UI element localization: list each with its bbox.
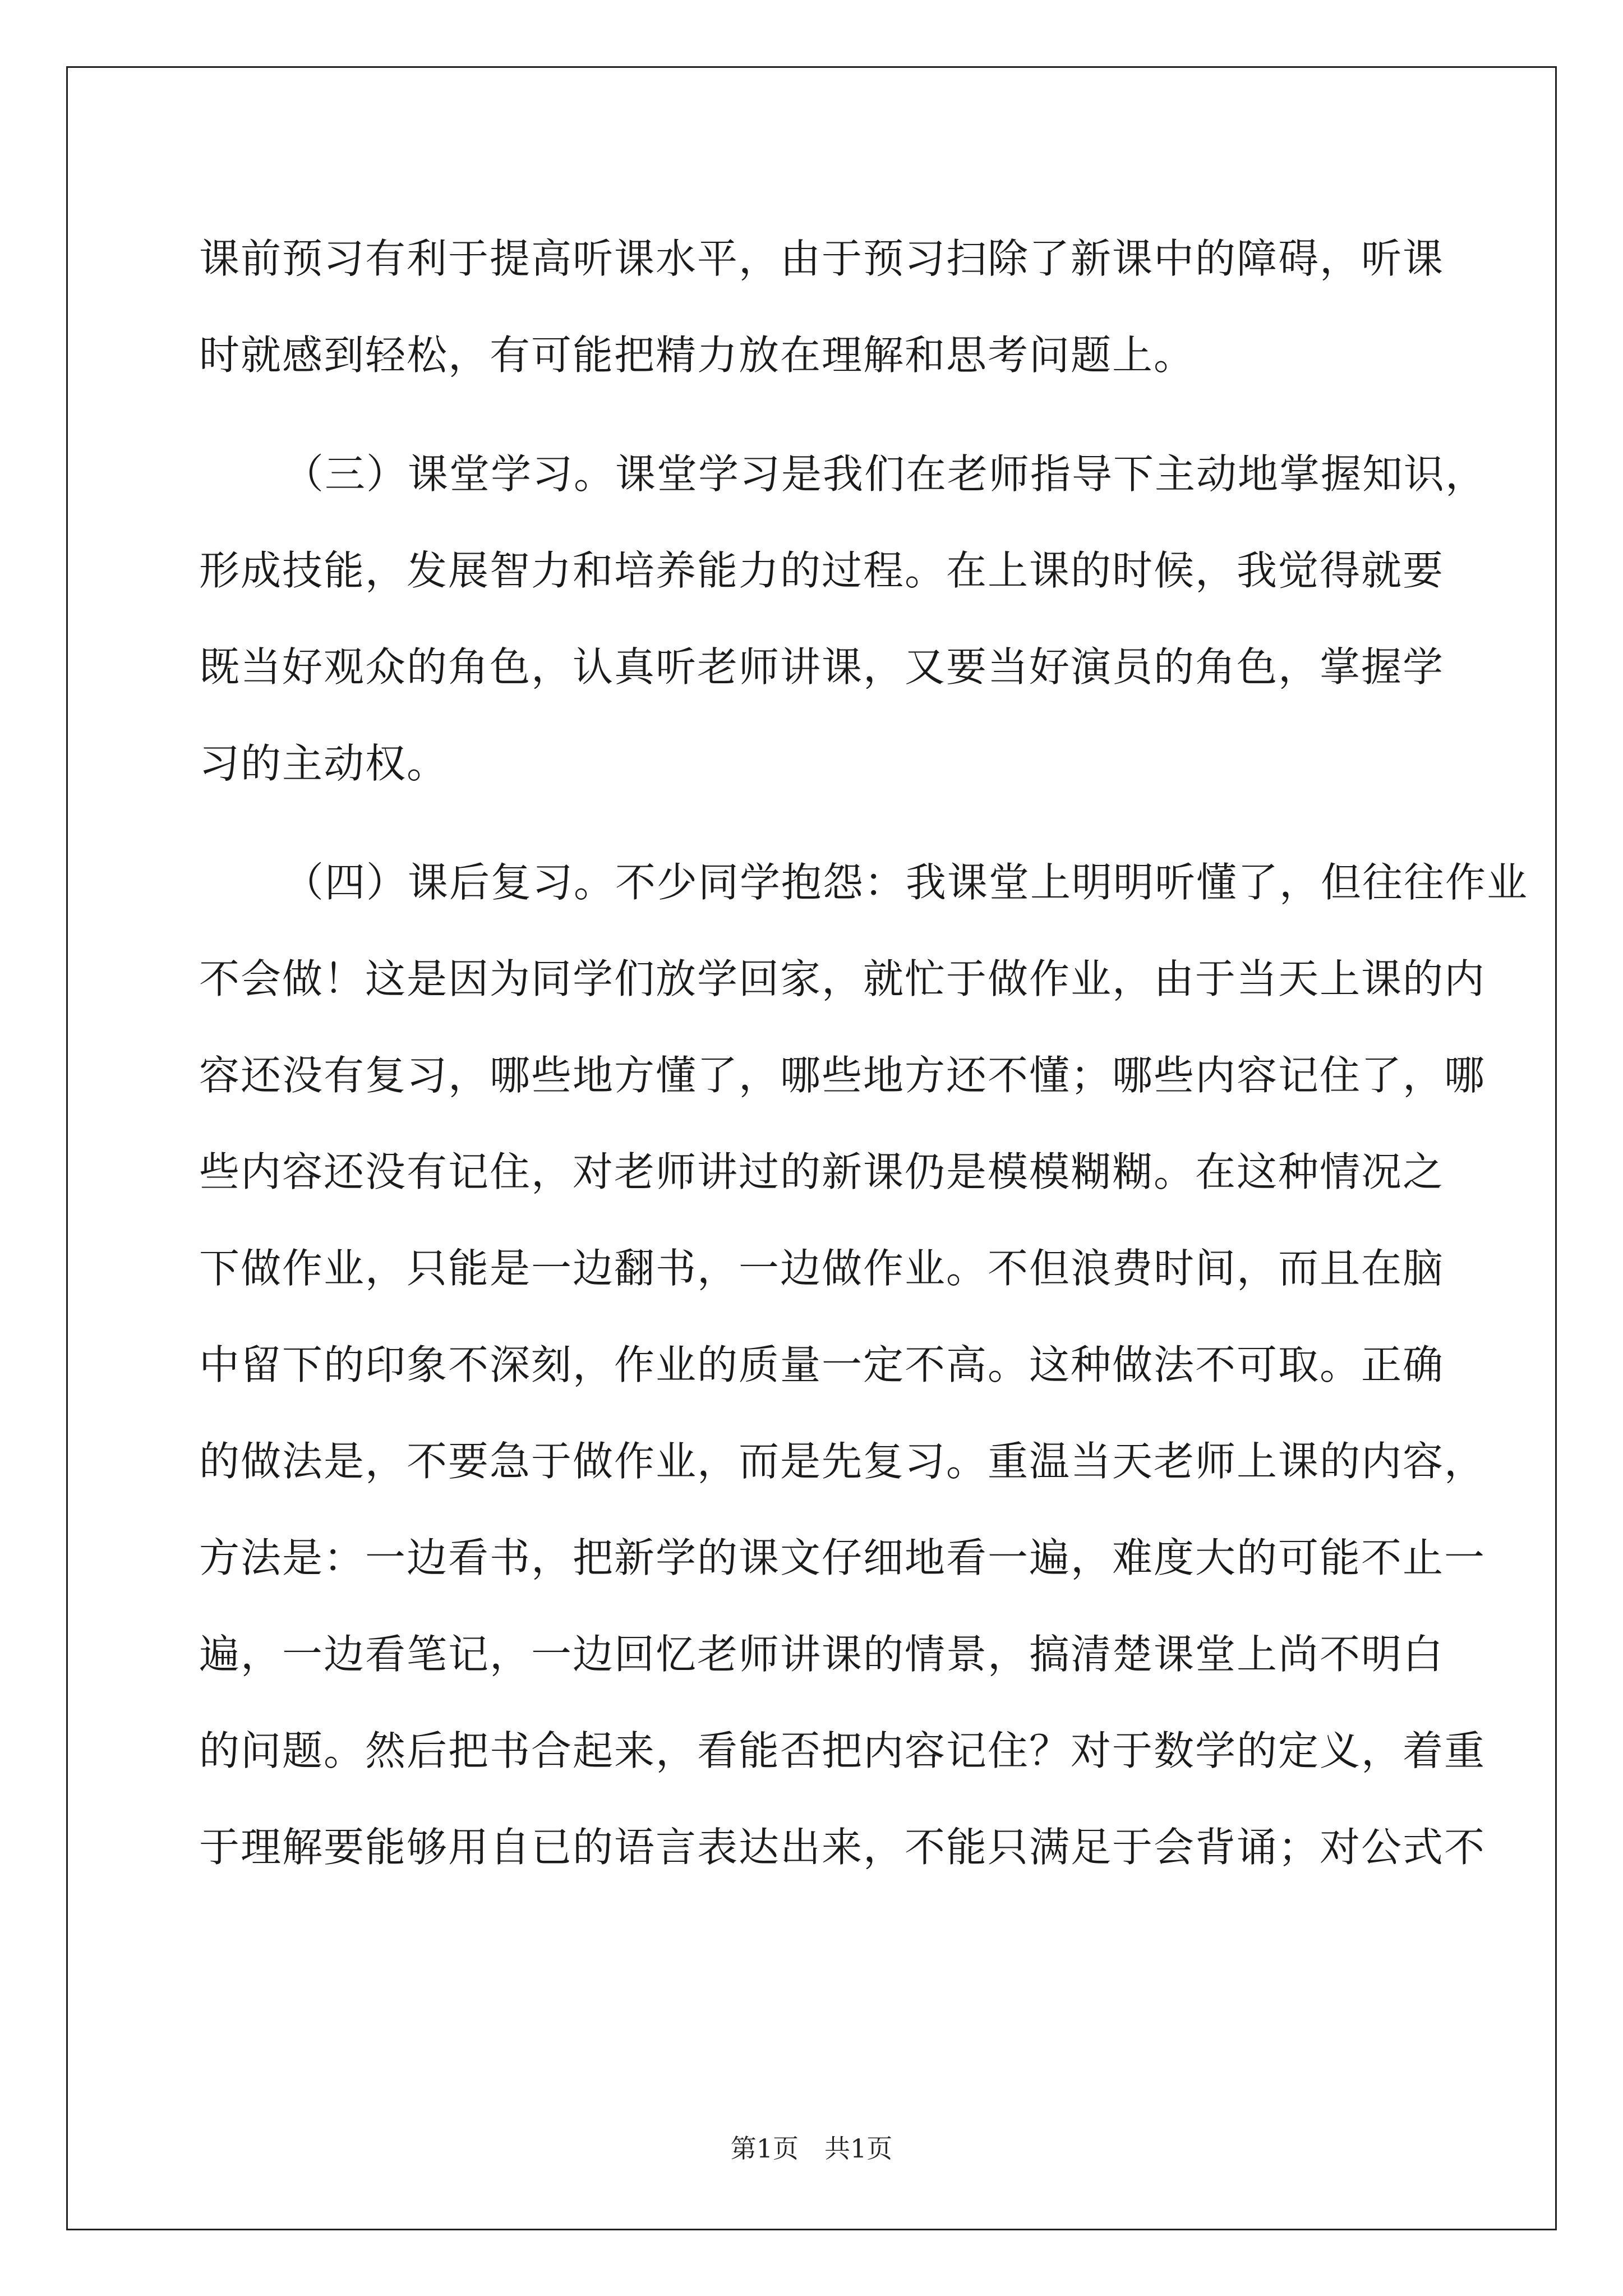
text-line: 容还没有复习，哪些地方懂了，哪些地方还不懂；哪些内容记住了，哪 <box>199 1052 1486 1099</box>
text-line: （三）课堂学习。课堂学习是我们在老师指导下主动地掌握知识， <box>283 450 1487 498</box>
text-line: 形成技能，发展智力和培养能力的过程。在上课的时候，我觉得就要 <box>199 547 1445 594</box>
text-line: 些内容还没有记住，对老师讲过的新课仍是模模糊糊。在这种情况之 <box>199 1148 1445 1195</box>
text-line: （四）课后复习。不少同学抱怨：我课堂上明明听懂了，但往往作业 <box>283 859 1529 906</box>
text-line: 于理解要能够用自已的语言表达出来，不能只满足于会背诵；对公式不 <box>199 1824 1486 1871</box>
page-number-footer: 第1页 共1页 <box>730 2133 893 2164</box>
text-line: 的做法是，不要急于做作业，而是先复习。重温当天老师上课的内容， <box>199 1438 1486 1485</box>
text-line: 时就感到轻松，有可能把精力放在理解和思考问题上。 <box>199 332 1196 379</box>
text-line: 不会做！这是因为同学们放学回家，就忙于做作业，由于当天上课的内 <box>199 955 1486 1002</box>
text-line: 方法是：一边看书，把新学的课文仔细地看一遍，难度大的可能不止一 <box>199 1534 1486 1581</box>
text-line: 遍，一边看笔记，一边回忆老师讲课的情景，搞清楚课堂上尚不明白 <box>199 1631 1445 1678</box>
text-line: 的问题。然后把书合起来，看能否把内容记住？对于数学的定义，着重 <box>199 1727 1486 1774</box>
document-body <box>199 210 1529 1895</box>
text-line: 下做作业，只能是一边翻书，一边做作业。不但浪费时间，而且在脑 <box>199 1245 1445 1292</box>
text-line: 中留下的印象不深刻，作业的质量一定不高。这种做法不可取。正确 <box>199 1341 1445 1388</box>
text-line: 习的主动权。 <box>199 740 449 787</box>
text-line: 既当好观众的角色，认真听老师讲课，又要当好演员的角色，掌握学 <box>199 643 1445 691</box>
text-line: 课前预习有利于提高听课水平，由于预习扫除了新课中的障碍，听课 <box>199 235 1445 282</box>
